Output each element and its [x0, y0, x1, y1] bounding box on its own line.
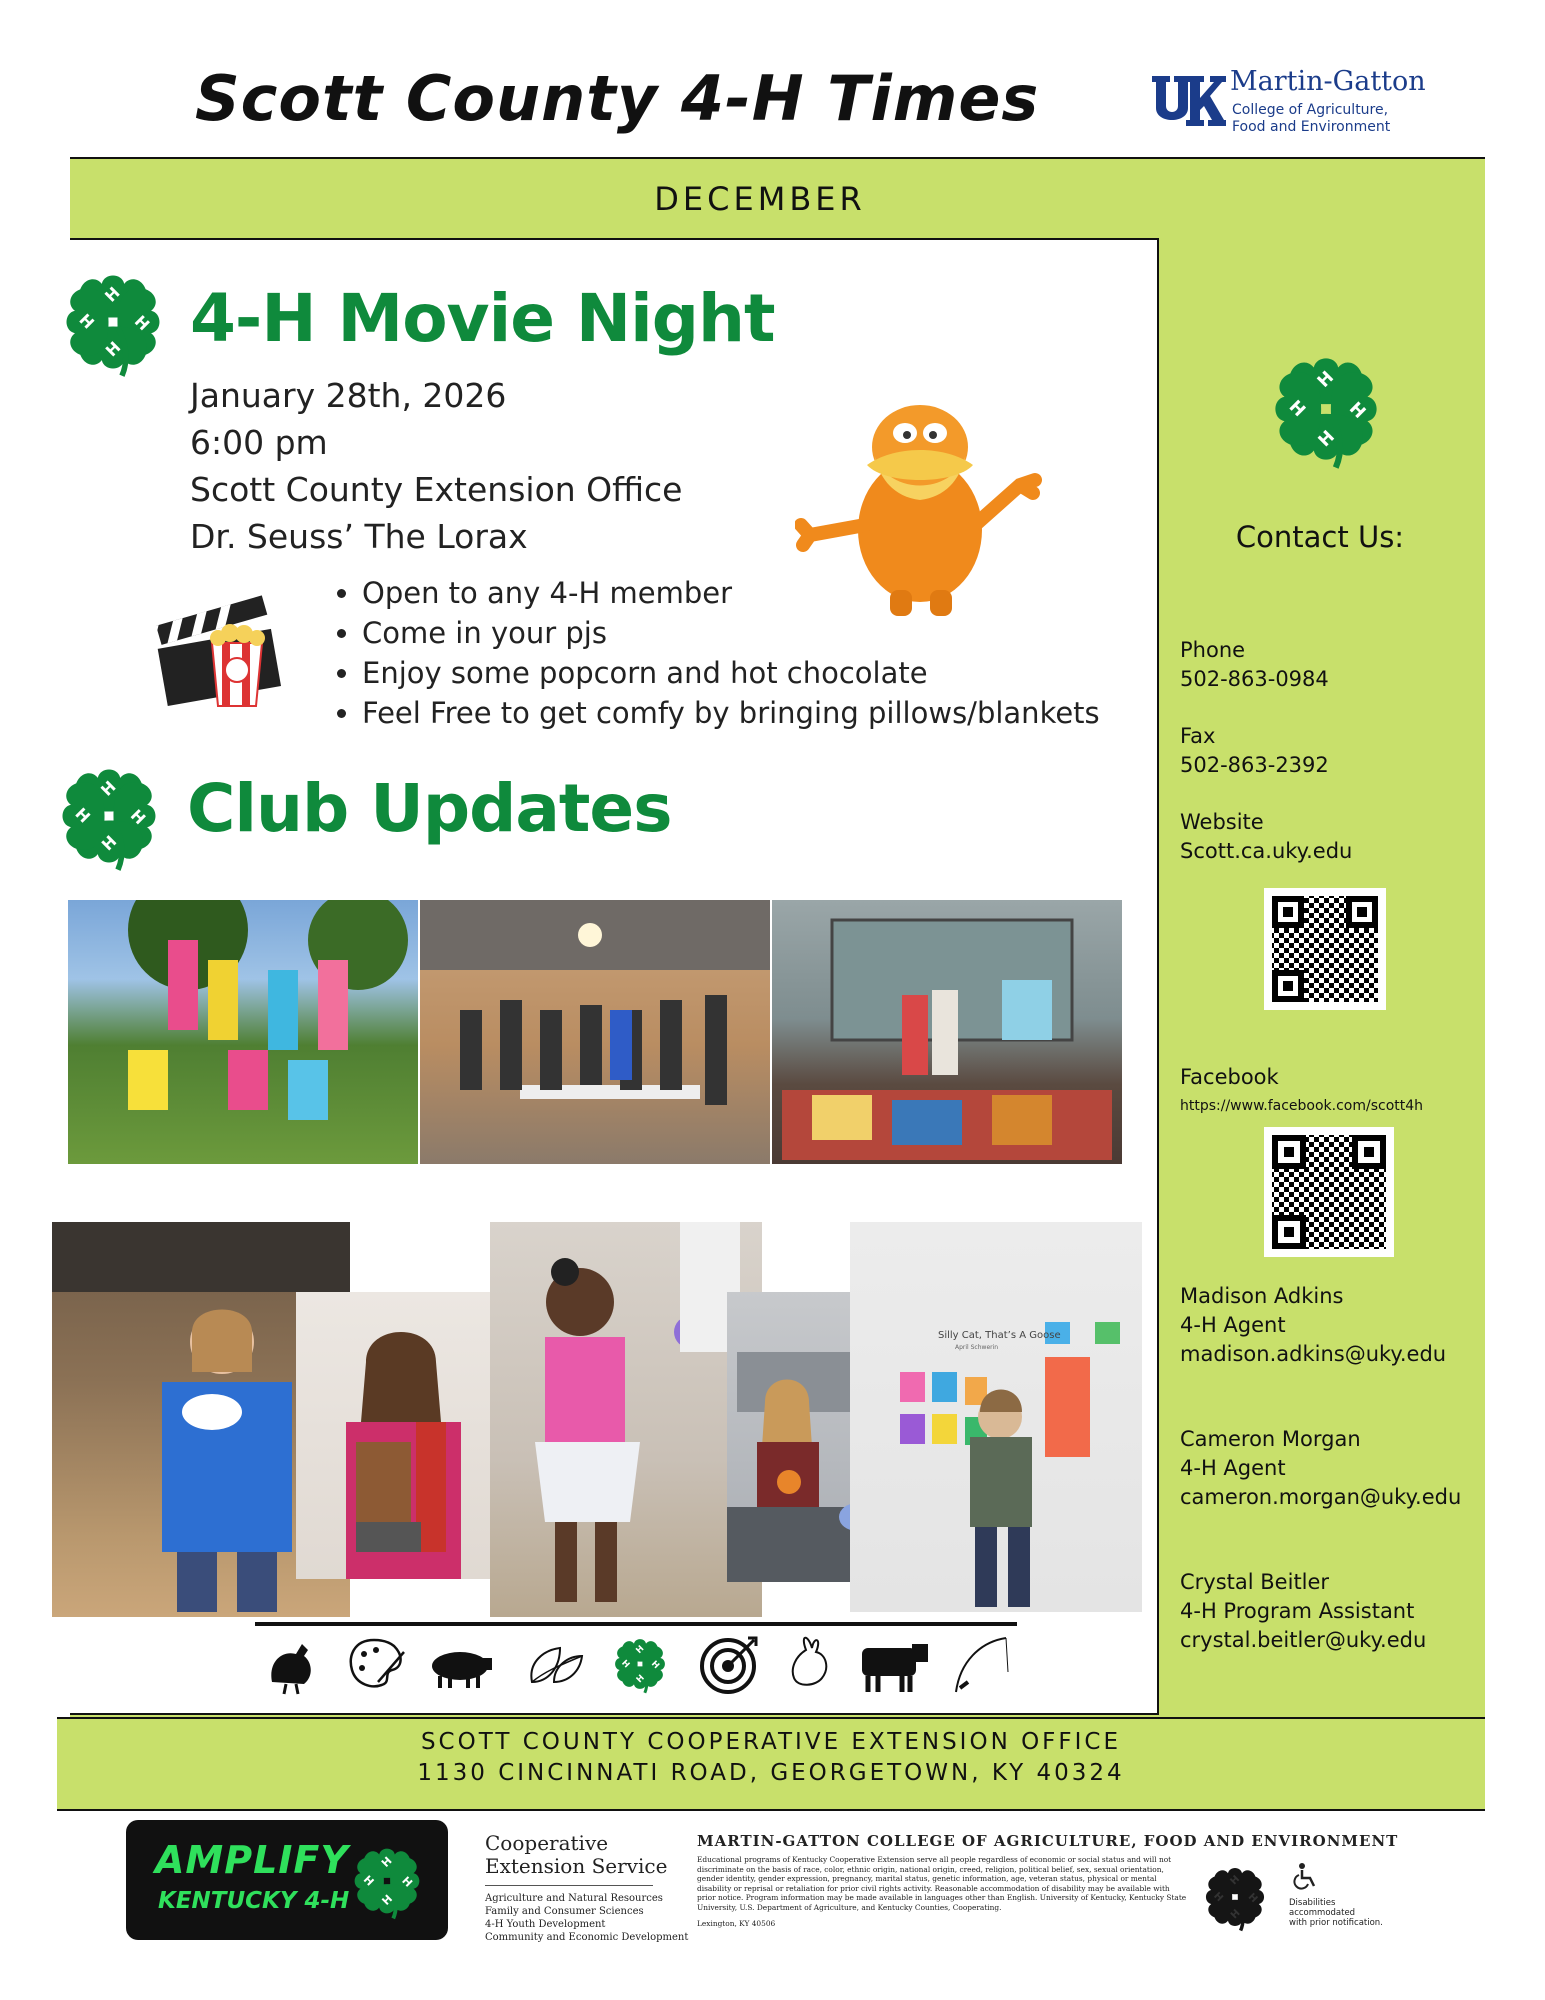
disabilities-line1: Disabilities: [1289, 1898, 1336, 1908]
college-subtitle-line2: Food and Environment: [1232, 119, 1391, 135]
movie-bullet-list: [330, 573, 1100, 733]
photo-tie-dye-group: [68, 900, 418, 1164]
website-block: [1180, 808, 1352, 866]
disabilities-note: [1289, 1898, 1383, 1928]
list-item: • Feel Free to get comfy by bringing pillows/blankets: [362, 693, 1100, 733]
staff-name: Cameron Morgan: [1180, 1427, 1361, 1451]
target-icon: [702, 1638, 756, 1692]
fax-number: 502-863-2392: [1180, 753, 1329, 777]
facebook-qr-code[interactable]: [1264, 1127, 1394, 1257]
movie-night-heading: 4-H Movie Night: [190, 280, 775, 357]
nondiscrimination-statement: [697, 1855, 1189, 1928]
gallery-caption-sub: April Schwerin: [955, 1344, 999, 1351]
staff-name: Crystal Beitler: [1180, 1570, 1330, 1594]
kentucky-4h-text: KENTUCKY 4-H: [158, 1888, 350, 1914]
unit-item: Agriculture and Natural Resources: [485, 1893, 663, 1904]
staff-email[interactable]: crystal.beitler@uky.edu: [1180, 1628, 1427, 1652]
list-item: • Come in your pjs: [362, 613, 1100, 653]
unit-item: 4-H Youth Development: [485, 1919, 606, 1930]
photo-club-meeting: [420, 900, 770, 1164]
clover-icon: [615, 1639, 665, 1693]
college-city: Lexington, KY 40506: [697, 1918, 776, 1928]
ces-rule: [485, 1885, 653, 1886]
staff-cameron: [1180, 1425, 1461, 1512]
movie-details: [190, 372, 683, 560]
newsletter-title: Scott County 4-H Times: [195, 62, 1040, 135]
staff-madison: [1180, 1282, 1446, 1369]
palette-icon: [351, 1640, 404, 1686]
chicken-icon: [271, 1644, 310, 1694]
section-divider: [255, 1622, 1017, 1626]
staff-email[interactable]: madison.adkins@uky.edu: [1180, 1342, 1447, 1366]
cow-icon: [862, 1644, 928, 1692]
staff-crystal: [1180, 1568, 1426, 1655]
phone-number[interactable]: 502-863-0984: [1180, 667, 1329, 691]
disclaimer-text: Educational programs of Kentucky Cooperative Extension serve all people regardless of economic or social status and will not discriminate on the basis of race, color, ethnic origin, national origin, creed, religion, political belief, sex, sexual orientation, gender identity, gender expression, pregnancy, marital status, genetic information, age, veteran status, physical or mental disability or reprisal or retaliation for prior civil rights activity. Reasonable accommodation of disability may be available with prior notice. Program information may be made available in languages other than English. University of Kentucky, Kentucky State University, U.S. Department of Agriculture, and Kentucky Counties, Cooperating.: [697, 1855, 1187, 1912]
staff-role: 4-H Agent: [1180, 1313, 1286, 1337]
list-item: • Open to any 4-H member: [362, 573, 1100, 613]
project-icons-row: [262, 1632, 1024, 1696]
staff-email[interactable]: cameron.morgan@uky.edu: [1180, 1485, 1462, 1509]
clover-icon: [53, 760, 165, 872]
website-link[interactable]: Scott.ca.uky.edu: [1180, 839, 1353, 863]
photo-award-winner: [296, 1292, 511, 1579]
photo-art-gallery: [850, 1222, 1142, 1612]
photo-smiling-child: [490, 1222, 762, 1617]
phone-label: Phone: [1180, 638, 1246, 662]
ces-program-units: [485, 1892, 688, 1944]
college-subtitle-line1: College of Agriculture,: [1232, 102, 1389, 118]
fishing-icon: [956, 1638, 1008, 1692]
contact-us-heading: Contact Us:: [1235, 520, 1405, 554]
gallery-caption: Silly Cat, That’s A Goose: [938, 1330, 1061, 1341]
movie-time: 6:00 pm: [190, 423, 328, 462]
clover-icon: [1265, 348, 1387, 470]
office-address: 1130 CINCINNATI ROAD, GEORGETOWN, KY 40324: [417, 1760, 1125, 1786]
ces-line1: Cooperative: [485, 1831, 609, 1855]
month-label: DECEMBER: [654, 180, 866, 218]
movie-date: January 28th, 2026: [190, 376, 507, 415]
pig-icon: [432, 1652, 492, 1688]
clover-icon: [1200, 1862, 1270, 1932]
frame-top-rule: [70, 157, 1485, 159]
clover-icon: [57, 266, 169, 378]
website-label: Website: [1180, 810, 1264, 834]
footer-address: [57, 1727, 1485, 1789]
staff-name: Madison Adkins: [1180, 1284, 1344, 1308]
amplify-text: AMPLIFY: [155, 1838, 349, 1882]
ces-line2: Extension Service: [485, 1854, 668, 1878]
unit-item: Community and Economic Development: [485, 1932, 689, 1943]
disabilities-line2: accommodated: [1289, 1908, 1356, 1918]
facebook-link[interactable]: https://www.facebook.com/scott4h: [1180, 1098, 1424, 1114]
facebook-block: [1180, 1063, 1423, 1121]
leaf-icon: [531, 1648, 582, 1682]
phone-block: [1180, 636, 1329, 694]
club-updates-heading: Club Updates: [187, 770, 672, 847]
staff-role: 4-H Agent: [1180, 1456, 1286, 1480]
clapperboard-popcorn-icon: [152, 578, 292, 713]
movie-title: Dr. Seuss’ The Lorax: [190, 517, 528, 556]
college-subtitle: [1232, 102, 1390, 136]
facebook-label: Facebook: [1180, 1065, 1279, 1089]
office-name: SCOTT COUNTY COOPERATIVE EXTENSION OFFICE: [420, 1729, 1122, 1755]
unit-item: Family and Consumer Sciences: [485, 1906, 644, 1917]
college-name: Martin-Gatton: [1230, 66, 1426, 97]
rabbit-icon: [793, 1638, 827, 1685]
photo-quilt-display: [772, 900, 1122, 1164]
college-banner: MARTIN-GATTON COLLEGE OF AGRICULTURE, FOOD AND ENVIRONMENT: [697, 1832, 1399, 1850]
uk-logo-icon: [1148, 70, 1228, 132]
ces-logo-text: [485, 1832, 667, 1878]
movie-location: Scott County Extension Office: [190, 470, 683, 509]
staff-role: 4-H Program Assistant: [1180, 1599, 1415, 1623]
website-qr-code[interactable]: [1264, 888, 1386, 1010]
fax-block: [1180, 722, 1329, 780]
disabilities-line3: with prior notification.: [1289, 1918, 1383, 1928]
wheelchair-icon: [1292, 1862, 1318, 1890]
clover-icon: [348, 1842, 426, 1920]
fax-label: Fax: [1180, 724, 1216, 748]
list-item: • Enjoy some popcorn and hot chocolate: [362, 653, 1100, 693]
